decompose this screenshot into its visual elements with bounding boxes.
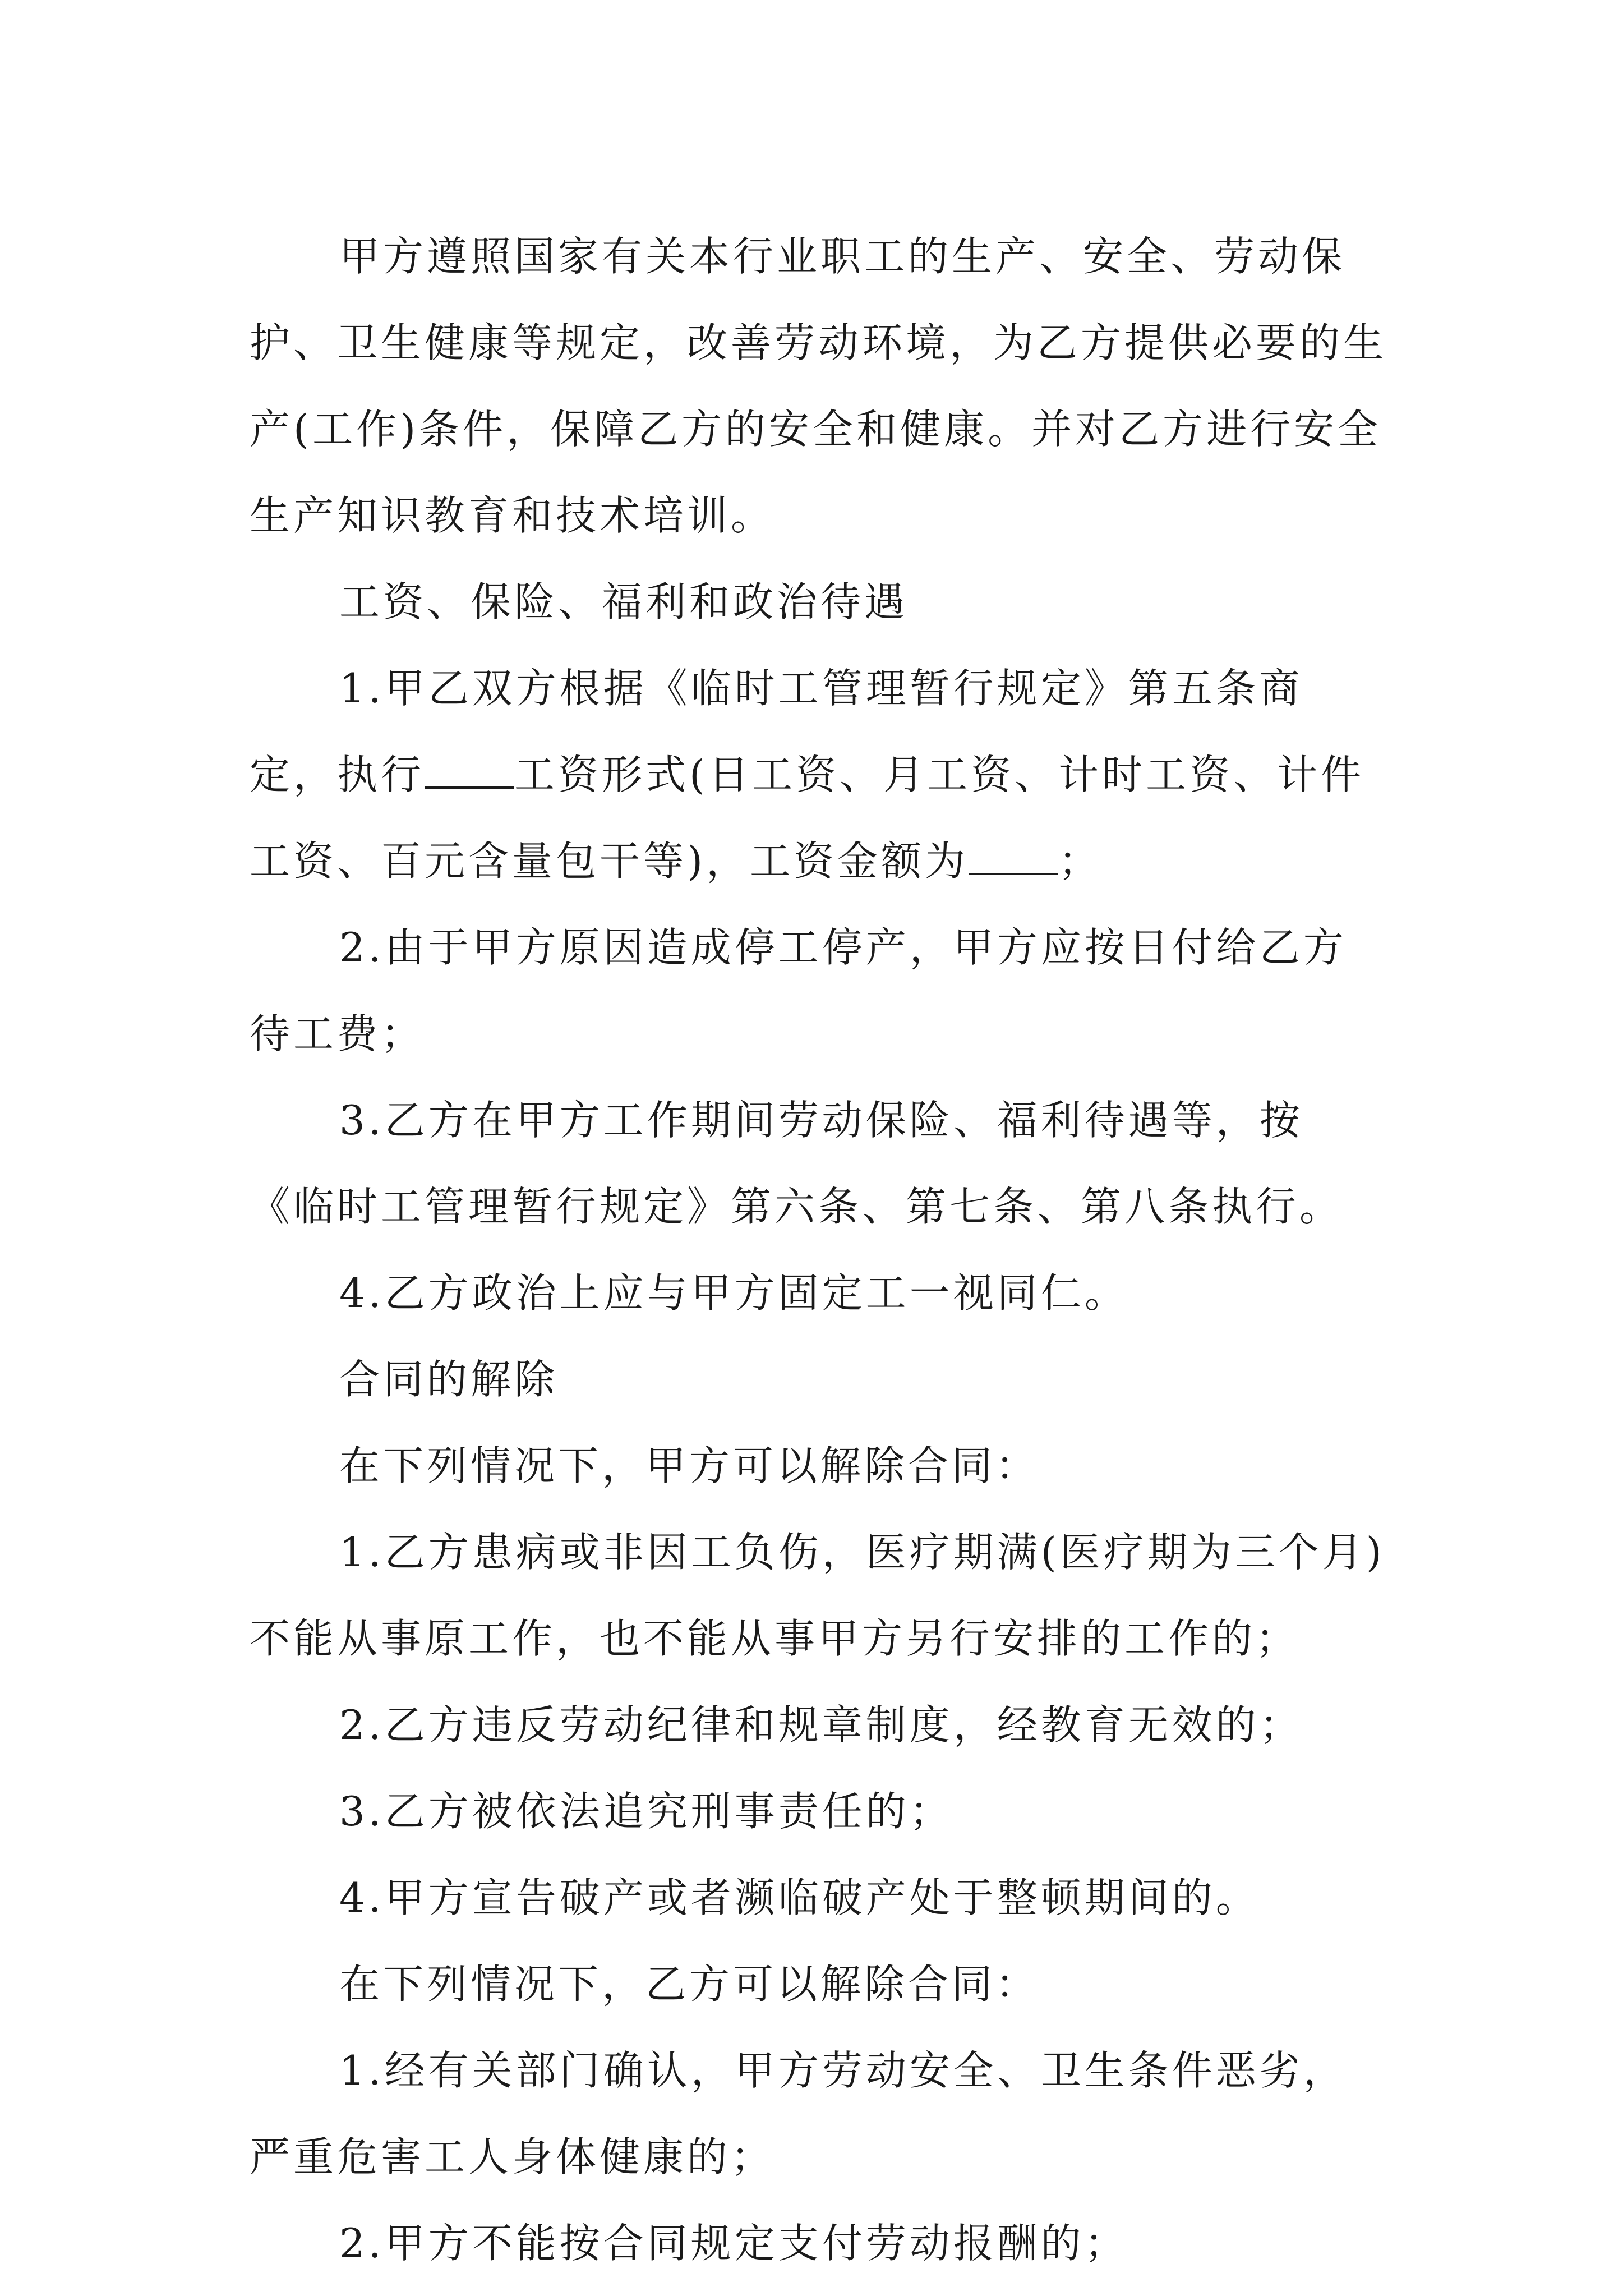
paragraph-illness: 1.乙方患病或非因工负伤，医疗期满(医疗期为三个月)不能从事原工作，也不能从事甲方另行安排的工作的； <box>250 1529 1385 1662</box>
paragraph-criminal: 3.乙方被依法追究刑事责任的； <box>339 1788 953 1835</box>
paragraph-unsafe-conditions: 1.经有关部门确认，甲方劳动安全、卫生条件恶劣，严重危害工人身体健康的； <box>250 2047 1347 2180</box>
paragraph-bankruptcy: 4.甲方宣告破产或者濒临破产处于整顿期间的。 <box>339 1874 1260 1921</box>
paragraph-unpaid-wages: 2.甲方不能按合同规定支付劳动报酬的； <box>339 2220 1128 2267</box>
paragraph-wage-form <box>250 645 1388 904</box>
wage-clause-2c: ； <box>1058 838 1103 885</box>
wage-clause-1: 1.甲乙双方根据《临时工管理暂行规定》第五条商定， <box>250 665 1303 798</box>
paragraph-discipline: 2.乙方违反劳动纪律和规章制度，经教育无效的； <box>339 1701 1303 1749</box>
wage-amount-blank <box>969 839 1058 875</box>
wage-form-blank <box>425 753 514 789</box>
wage-clause-2a: 执行 <box>337 751 425 798</box>
heading-contract-termination: 合同的解除 <box>339 1356 559 1403</box>
paragraph-political-treatment: 4.乙方政治上应与甲方固定工一视同仁。 <box>339 1269 1128 1317</box>
paragraph-safety-obligations: 甲方遵照国家有关本行业职工的生产、安全、劳动保护、卫生健康等规定，改善劳动环境，为乙方提供必要的生产(工作)条件，保障乙方的安全和健康。并对乙方进行安全生产知识教育和技术培训。 <box>250 233 1387 539</box>
paragraph-standby-pay: 2.由于甲方原因造成停工停产，甲方应按日付给乙方待工费； <box>250 924 1347 1057</box>
paragraph-insurance: 3.乙方在甲方工作期间劳动保险、福利待遇等，按《临时工管理暂行规定》第六条、第七条、第八条执行。 <box>250 1097 1344 1230</box>
wage-clause-2b: 工资形式(日工资、月工资、计时工资、计件工资、百元含量包干等)，工资金额为 <box>250 751 1365 885</box>
document-page <box>250 213 1388 2286</box>
paragraph-party-a-termination: 在下列情况下，甲方可以解除合同： <box>339 1442 1040 1489</box>
heading-wages-insurance: 工资、保险、福利和政治待遇 <box>339 578 909 625</box>
paragraph-party-b-termination: 在下列情况下，乙方可以解除合同： <box>339 1961 1040 2008</box>
